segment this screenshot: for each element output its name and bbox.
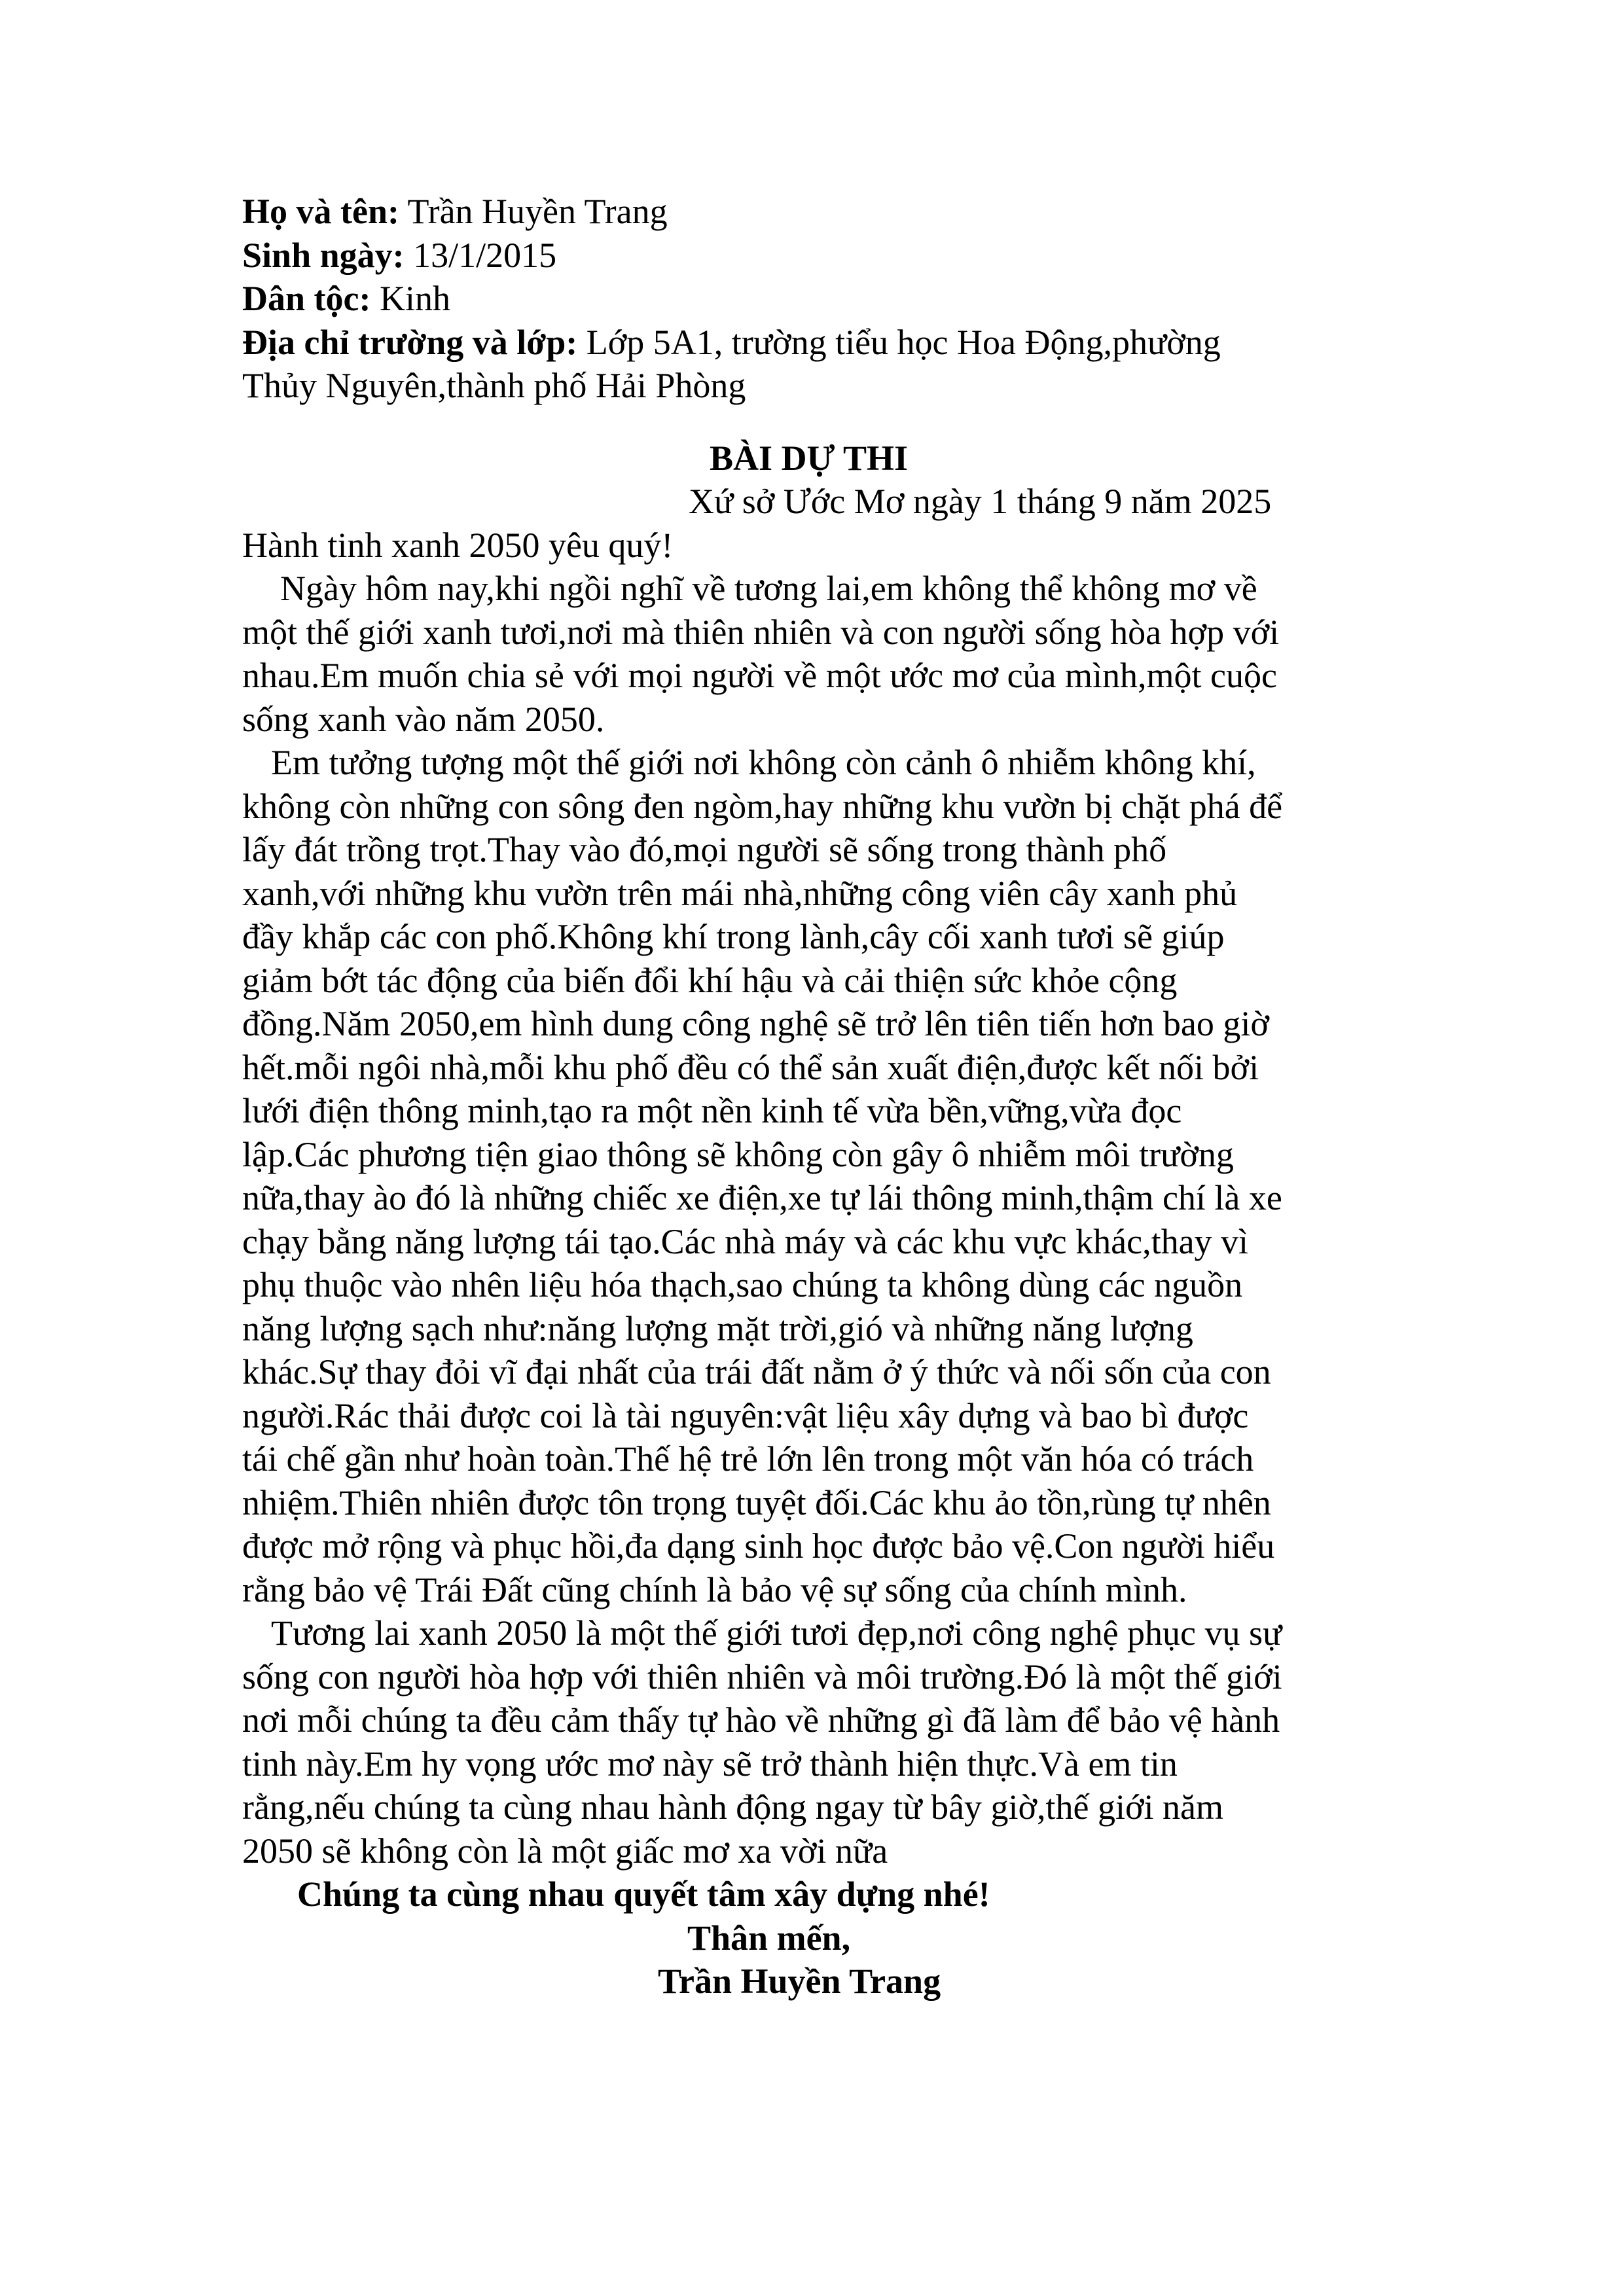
paragraph-line: sống con người hòa hợp với thiên nhiên và môi trường.Đó là một thế giới xyxy=(242,1657,1282,1696)
paragraph-1 xyxy=(242,567,1394,741)
paragraph-line: Tương lai xanh 2050 là một thế giới tươi đẹp,nơi công nghệ phục vụ sự xyxy=(271,1613,1282,1653)
paragraph-line: phụ thuộc vào nhên liệu hóa thạch,sao chúng ta không dùng các nguồn xyxy=(242,1265,1243,1304)
essay-title: BÀI DỰ THI xyxy=(710,438,909,478)
ethnic-value: Kinh xyxy=(379,279,450,318)
paragraph-line: lấy đát trồng trọt.Thay vào đó,mọi người sẽ sống trong thành phố xyxy=(242,830,1167,869)
paragraph-line: 2050 sẽ không còn là một giấc mơ xa vời nữa xyxy=(242,1831,888,1871)
name-row xyxy=(242,190,1394,234)
closing-block xyxy=(242,1873,1394,2003)
paragraph-line: đầy khắp các con phố.Không khí trong lành,cây cối xanh tươi sẽ giúp xyxy=(242,917,1225,956)
dob-value: 13/1/2015 xyxy=(413,235,557,275)
paragraph-line: lập.Các phương tiện giao thông sẽ không còn gây ô nhiễm môi trường xyxy=(242,1134,1234,1174)
address-row xyxy=(242,321,1394,365)
paragraph-line: không còn những con sông đen ngòm,hay những khu vườn bị chặt phá để xyxy=(242,786,1283,826)
paragraph-line: xanh,với những khu vườn trên mái nhà,những công viên cây xanh phủ xyxy=(242,873,1238,913)
paragraph-line: tái chế gần như hoàn toàn.Thế hệ trẻ lớn lên trong một văn hóa có trách xyxy=(242,1439,1254,1479)
paragraph-line: rằng bảo vệ Trái Đất cũng chính là bảo vệ sự sống của chính mình. xyxy=(242,1570,1187,1609)
paragraph-2 xyxy=(242,741,1394,1611)
paragraph-line: nhau.Em muốn chia sẻ với mọi người về một ước mơ của mình,một cuộc xyxy=(242,656,1277,695)
name-value: Trần Huyền Trang xyxy=(407,192,668,231)
address-value-line2: Thủy Nguyên,thành phố Hải Phòng xyxy=(242,366,746,405)
paragraph-line: tinh này.Em hy vọng ước mơ này sẽ trở thành hiện thực.Và em tin xyxy=(242,1744,1178,1784)
ethnic-row xyxy=(242,277,1394,321)
paragraph-line: sống xanh vào năm 2050. xyxy=(242,699,605,739)
paragraph-line: rằng,nếu chúng ta cùng nhau hành động ngay từ bây giờ,thế giới năm xyxy=(242,1787,1224,1827)
paragraph-line: năng lượng sạch như:năng lượng mặt trời,gió và những năng lượng xyxy=(242,1308,1193,1348)
paragraph-line: nhiệm.Thiên nhiên được tôn trọng tuyệt đối.Các khu ảo tồn,rùng tự nhên xyxy=(242,1482,1271,1522)
paragraph-line: khác.Sự thay đỏi vĩ đại nhất của trái đất nằm ở ý thức và nối sốn của con xyxy=(242,1352,1271,1391)
paragraph-line: đồng.Năm 2050,em hình dung công nghệ sẽ trở lên tiên tiến hơn bao giờ xyxy=(242,1004,1269,1043)
closing-regards: Thân mến, xyxy=(687,1918,851,1958)
paragraph-line: Em tưởng tượng một thế giới nơi không còn cảnh ô nhiễm không khí, xyxy=(271,743,1256,782)
paragraph-line: lưới điện thông minh,tạo ra một nền kinh tế vừa bền,vững,vừa đọc xyxy=(242,1091,1182,1130)
dob-label: Sinh ngày: xyxy=(242,235,405,275)
paragraph-line: một thế giới xanh tươi,nơi mà thiên nhiên và con người sống hòa hợp với xyxy=(242,612,1280,652)
paragraph-line: chạy bằng năng lượng tái tạo.Các nhà máy và các khu vực khác,thay vì xyxy=(242,1221,1249,1261)
paragraph-line: Ngày hôm nay,khi ngồi nghĩ về tương lai,em không thể không mơ về xyxy=(280,569,1257,608)
address-value-line1: Lớp 5A1, trường tiểu học Hoa Động,phường xyxy=(586,322,1221,362)
ethnic-label: Dân tộc: xyxy=(242,279,371,318)
greeting: Hành tinh xanh 2050 yêu quý! xyxy=(242,525,674,565)
dob-row xyxy=(242,234,1394,278)
paragraph-line: giảm bớt tác động của biến đổi khí hậu và cải thiện sức khỏe cộng xyxy=(242,960,1178,1000)
name-label: Họ và tên: xyxy=(242,192,399,231)
paragraph-line: hết.mỗi ngôi nhà,mỗi khu phố đều có thể sản xuất điện,được kết nối bởi xyxy=(242,1047,1259,1087)
closing-call: Chúng ta cùng nhau quyết tâm xây dựng nhé! xyxy=(297,1874,990,1914)
essay-page xyxy=(242,190,1394,2003)
paragraph-line: nữa,thay ào đó là những chiếc xe điện,xe tự lái thông minh,thậm chí là xe xyxy=(242,1178,1282,1217)
address-label: Địa chỉ trường và lớp: xyxy=(242,322,578,362)
student-info xyxy=(242,190,1394,408)
paragraph-3 xyxy=(242,1611,1394,1873)
paragraph-line: được mở rộng và phục hồi,đa dạng sinh học được bảo vệ.Con người hiểu xyxy=(242,1526,1275,1566)
paragraph-line: người.Rác thải được coi là tài nguyên:vật liệu xây dựng và bao bì được xyxy=(242,1395,1249,1435)
paragraph-line: nơi mỗi chúng ta đều cảm thấy tự hào về những gì đã làm để bảo vệ hành xyxy=(242,1700,1280,1740)
signature: Trần Huyền Trang xyxy=(658,1962,941,2001)
dateline: Xứ sở Ước Mơ ngày 1 tháng 9 năm 2025 xyxy=(689,482,1272,521)
